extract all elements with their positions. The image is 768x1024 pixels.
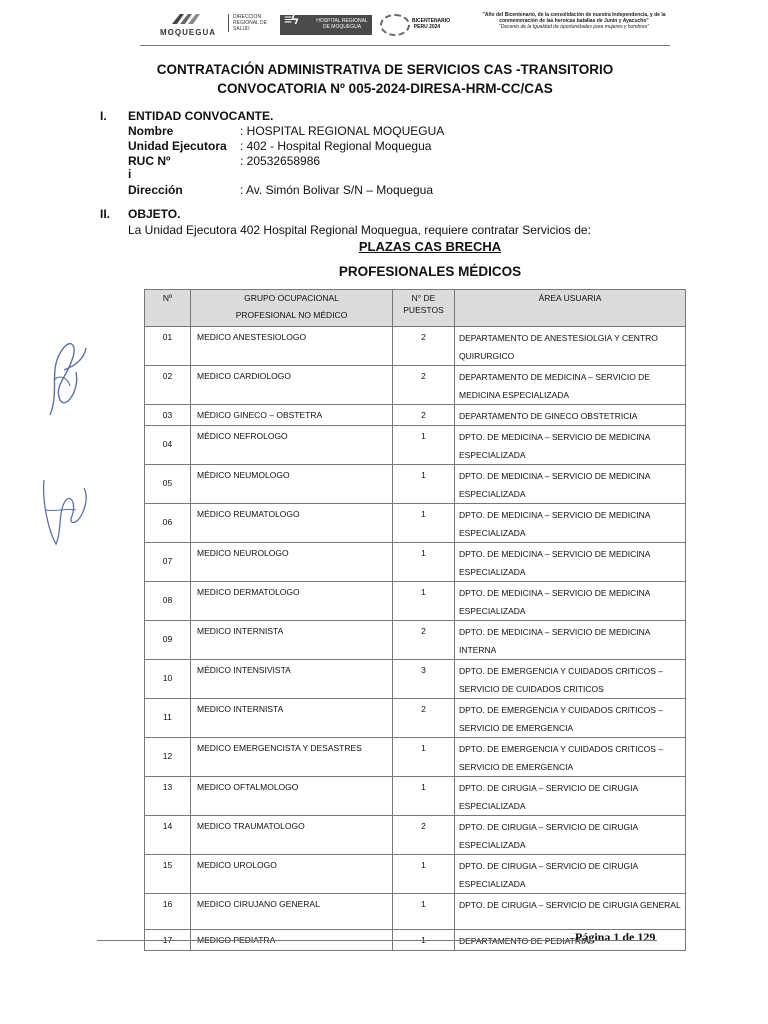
row-puestos: 3 xyxy=(421,665,426,675)
row-grupo-ocupacional-cell xyxy=(191,426,393,465)
row-number: 01 xyxy=(162,332,173,342)
table-header-row xyxy=(145,290,686,327)
row-area-usuaria: DPTO. DE EMERGENCIA Y CUIDADOS CRITICOS – SERVICIO DE EMERGENCIA xyxy=(459,744,664,772)
plazas-table xyxy=(144,289,686,951)
header-puestos-line1: N° DE xyxy=(411,293,436,303)
row-area-usuaria: DPTO. DE MEDICINA – SERVICIO DE MEDICINA ESPECIALIZADA xyxy=(459,549,650,577)
row-number-cell xyxy=(145,504,191,543)
table-row xyxy=(145,699,686,738)
row-number-cell xyxy=(145,621,191,660)
moquegua-logo xyxy=(148,12,226,42)
letterhead xyxy=(140,12,670,42)
row-puestos: 1 xyxy=(421,860,426,870)
section-number: I. xyxy=(100,109,107,123)
row-puestos: 1 xyxy=(421,935,426,945)
row-area-usuaria: DPTO. DE CIRUGIA – SERVICIO DE CIRUGIA ESPECIALIZADA xyxy=(459,783,638,811)
table-row xyxy=(145,405,686,426)
row-puestos-cell xyxy=(393,543,455,582)
handwritten-signature-1 xyxy=(40,330,92,420)
row-number: 04 xyxy=(162,439,173,449)
row-puestos-cell xyxy=(393,426,455,465)
table-row xyxy=(145,582,686,621)
row-puestos: 2 xyxy=(421,410,426,420)
hrm-logo xyxy=(280,11,372,35)
header-num-text: Nº xyxy=(162,293,173,303)
row-grupo-ocupacional-cell xyxy=(191,405,393,426)
header-divider xyxy=(140,45,670,46)
diresa-label: DIRECCION REGIONAL DE SALUD xyxy=(228,14,281,32)
row-area-usuaria-cell xyxy=(455,621,686,660)
section-number: II. xyxy=(100,207,111,221)
row-puestos-cell xyxy=(393,738,455,777)
table-row xyxy=(145,816,686,855)
field-value: : 402 - Hospital Regional Moquegua xyxy=(240,139,432,153)
footer-divider xyxy=(97,940,657,941)
row-grupo-ocupacional: MEDICO TRAUMATOLOGO xyxy=(197,821,305,831)
table-row xyxy=(145,504,686,543)
row-area-usuaria-cell xyxy=(455,465,686,504)
header-grupo xyxy=(191,290,393,327)
row-grupo-ocupacional: MEDICO EMERGENCISTA Y DESASTRES xyxy=(197,743,362,753)
moquegua-logo-text: MOQUEGUA xyxy=(160,28,216,37)
row-number: 05 xyxy=(162,478,173,488)
row-area-usuaria-cell xyxy=(455,582,686,621)
row-grupo-ocupacional-cell xyxy=(191,855,393,894)
row-area-usuaria: DPTO. DE MEDICINA – SERVICIO DE MEDICINA ESPECIALIZADA xyxy=(459,510,650,538)
objeto-text: La Unidad Ejecutora 402 Hospital Regional Moquegua, requiere contratar Servicios de: xyxy=(128,223,591,237)
field-label: RUC Nº xyxy=(128,154,171,168)
page-number: Página 1 de 129 xyxy=(575,930,656,944)
row-area-usuaria-cell xyxy=(455,426,686,465)
row-puestos-cell xyxy=(393,366,455,405)
row-grupo-ocupacional: MEDICO INTERNISTA xyxy=(197,704,284,714)
field-value: : Av. Simón Bolivar S/N – Moquegua xyxy=(240,183,433,197)
header-num xyxy=(145,290,191,327)
row-puestos-cell xyxy=(393,405,455,426)
row-puestos-cell xyxy=(393,621,455,660)
row-number-cell xyxy=(145,894,191,930)
row-grupo-ocupacional: MÉDICO NEUMOLOGO xyxy=(197,470,290,480)
row-puestos-cell xyxy=(393,327,455,366)
row-puestos: 1 xyxy=(421,548,426,558)
row-puestos: 2 xyxy=(421,626,426,636)
row-grupo-ocupacional: MEDICO UROLOGO xyxy=(197,860,277,870)
row-area-usuaria-cell xyxy=(455,816,686,855)
row-grupo-ocupacional-cell xyxy=(191,699,393,738)
row-grupo-ocupacional: MÉDICO GINECO – OBSTETRA xyxy=(197,410,323,420)
table-row xyxy=(145,777,686,816)
row-area-usuaria: DPTO. DE MEDICINA – SERVICIO DE MEDICINA ESPECIALIZADA xyxy=(459,471,650,499)
row-grupo-ocupacional-cell xyxy=(191,582,393,621)
row-number-cell xyxy=(145,738,191,777)
section-label: ENTIDAD CONVOCANTE. xyxy=(128,109,274,123)
row-area-usuaria: DPTO. DE MEDICINA – SERVICIO DE MEDICINA INTERNA xyxy=(459,627,650,655)
table-row xyxy=(145,465,686,504)
row-area-usuaria-cell xyxy=(455,543,686,582)
row-area-usuaria-cell xyxy=(455,504,686,543)
row-grupo-ocupacional: MÉDICO INTENSIVISTA xyxy=(197,665,291,675)
row-number: 02 xyxy=(162,371,173,381)
row-number: 17 xyxy=(162,935,173,945)
row-grupo-ocupacional: MÉDICO NEFROLOGO xyxy=(197,431,288,441)
row-number-cell xyxy=(145,426,191,465)
row-puestos-cell xyxy=(393,660,455,699)
row-area-usuaria: DEPARTAMENTO DE PEDIATRIA xyxy=(459,936,590,946)
field-value: : 20532658986 xyxy=(240,154,321,168)
stray-char-text: i xyxy=(128,167,132,181)
row-number-cell xyxy=(145,699,191,738)
row-number-cell xyxy=(145,582,191,621)
table-row xyxy=(145,894,686,930)
row-number: 07 xyxy=(162,556,173,566)
row-grupo-ocupacional: MEDICO INTERNISTA xyxy=(197,626,284,636)
field-label: Dirección xyxy=(128,183,183,197)
row-number: 16 xyxy=(162,899,173,909)
row-area-usuaria: DPTO. DE EMERGENCIA Y CUIDADOS CRITICOS – SERVICIO DE CUIDADOS CRITICOS xyxy=(459,666,664,694)
row-puestos: 1 xyxy=(421,782,426,792)
row-number: 09 xyxy=(162,634,173,644)
row-number: 12 xyxy=(162,751,173,761)
row-puestos-cell xyxy=(393,855,455,894)
row-grupo-ocupacional: MEDICO CIRUJANO GENERAL xyxy=(197,899,320,909)
row-grupo-ocupacional-cell xyxy=(191,543,393,582)
row-grupo-ocupacional-cell xyxy=(191,465,393,504)
table-row xyxy=(145,327,686,366)
year-motto xyxy=(474,12,674,30)
row-number: 06 xyxy=(162,517,173,527)
field-value: : HOSPITAL REGIONAL MOQUEGUA xyxy=(240,124,445,138)
section-label: OBJETO. xyxy=(128,207,181,221)
row-number: 11 xyxy=(163,712,172,722)
row-grupo-ocupacional: MEDICO DERMATOLOGO xyxy=(197,587,300,597)
row-area-usuaria: DEPARTAMENTO DE ANESTESIOLGIA Y CENTRO QUIRURGICO xyxy=(459,333,658,361)
bicentenario-seal-icon xyxy=(380,14,410,36)
bicentenario-logo xyxy=(378,12,464,38)
row-area-usuaria: DPTO. DE CIRUGIA – SERVICIO DE CIRUGIA ESPECIALIZADA xyxy=(459,822,638,850)
row-area-usuaria: DEPARTAMENTO DE MEDICINA – SERVICIO DE MEDICINA ESPECIALIZADA xyxy=(459,372,650,400)
row-number-cell xyxy=(145,465,191,504)
row-puestos: 2 xyxy=(421,371,426,381)
row-grupo-ocupacional-cell xyxy=(191,777,393,816)
row-puestos: 1 xyxy=(421,587,426,597)
convocatoria-title: CONVOCATORIA Nº 005-2024-DIRESA-HRM-CC/CAS xyxy=(217,81,553,96)
row-area-usuaria-cell xyxy=(455,660,686,699)
row-puestos: 2 xyxy=(421,332,426,342)
row-grupo-ocupacional: MEDICO ANESTESIOLOGO xyxy=(197,332,307,342)
row-number-cell xyxy=(145,543,191,582)
row-area-usuaria-cell xyxy=(455,894,686,930)
row-grupo-ocupacional-cell xyxy=(191,660,393,699)
row-puestos-cell xyxy=(393,465,455,504)
row-number-cell xyxy=(145,327,191,366)
table-row xyxy=(145,366,686,405)
row-number: 03 xyxy=(162,410,173,420)
table-row xyxy=(145,543,686,582)
table-row xyxy=(145,738,686,777)
field-label: Unidad Ejecutora xyxy=(128,139,227,153)
row-number-cell xyxy=(145,777,191,816)
header-puestos-line2: PUESTOS xyxy=(403,305,444,315)
row-number-cell xyxy=(145,366,191,405)
row-puestos: 1 xyxy=(421,743,426,753)
row-grupo-ocupacional-cell xyxy=(191,738,393,777)
row-puestos-cell xyxy=(393,894,455,930)
header-puestos xyxy=(393,290,455,327)
year-motto-main: "Año del Bicentenario, de la consolidación de nuestra Independencia, y de la conmemoración de las heroicas batallas de Junín y Ayacucho" xyxy=(482,12,666,24)
row-grupo-ocupacional: MEDICO CARDIOLOGO xyxy=(197,371,291,381)
row-puestos-cell xyxy=(393,816,455,855)
row-number: 08 xyxy=(162,595,173,605)
row-area-usuaria-cell xyxy=(455,777,686,816)
row-area-usuaria-cell xyxy=(455,738,686,777)
plazas-title xyxy=(100,239,760,254)
row-grupo-ocupacional-cell xyxy=(191,504,393,543)
row-grupo-ocupacional-cell xyxy=(191,894,393,930)
table-row xyxy=(145,660,686,699)
row-puestos: 1 xyxy=(421,470,426,480)
hrm-symbol-icon: ≡ϟ xyxy=(284,11,298,27)
row-puestos: 2 xyxy=(421,821,426,831)
row-puestos-cell xyxy=(393,504,455,543)
row-number: 13 xyxy=(162,782,173,792)
row-number: 10 xyxy=(162,673,173,683)
row-number-cell xyxy=(145,660,191,699)
row-grupo-ocupacional-cell xyxy=(191,621,393,660)
row-puestos: 1 xyxy=(421,509,426,519)
row-number: 15 xyxy=(162,860,173,870)
row-area-usuaria-cell xyxy=(455,327,686,366)
row-number-cell xyxy=(145,855,191,894)
header-area-text: ÁREA USUARIA xyxy=(538,293,602,303)
row-number: 14 xyxy=(162,821,173,831)
moquegua-logo-mark-icon xyxy=(170,12,206,25)
table-row xyxy=(145,621,686,660)
row-puestos-cell xyxy=(393,582,455,621)
header-area xyxy=(455,290,686,327)
row-area-usuaria: DPTO. DE MEDICINA – SERVICIO DE MEDICINA ESPECIALIZADA xyxy=(459,588,650,616)
header-grupo-line2: PROFESIONAL NO MÉDICO xyxy=(235,310,348,320)
row-grupo-ocupacional-cell xyxy=(191,327,393,366)
row-puestos: 2 xyxy=(421,704,426,714)
row-area-usuaria: DPTO. DE CIRUGIA – SERVICIO DE CIRUGIA GENERAL xyxy=(459,900,681,910)
row-number-cell xyxy=(145,405,191,426)
row-area-usuaria-cell xyxy=(455,855,686,894)
row-puestos: 1 xyxy=(421,431,426,441)
profesionales-title: PROFESIONALES MÉDICOS xyxy=(338,264,522,279)
header-grupo-line1: GRUPO OCUPACIONAL xyxy=(244,293,339,303)
row-area-usuaria: DPTO. DE CIRUGIA – SERVICIO DE CIRUGIA ESPECIALIZADA xyxy=(459,861,638,889)
hrm-logo-text: HOSPITAL REGIONAL DE MOQUEGUA xyxy=(316,18,368,30)
row-grupo-ocupacional: MEDICO NEUROLOGO xyxy=(197,548,289,558)
bicentenario-text: BICENTENARIO PERU 2024 xyxy=(412,18,451,30)
row-area-usuaria: DEPARTAMENTO DE GINECO OBSTETRICIA xyxy=(459,411,638,421)
row-puestos-cell xyxy=(393,699,455,738)
field-label: Nombre xyxy=(128,124,174,138)
row-grupo-ocupacional-cell xyxy=(191,366,393,405)
row-grupo-ocupacional-cell xyxy=(191,816,393,855)
row-area-usuaria: DPTO. DE MEDICINA – SERVICIO DE MEDICINA ESPECIALIZADA xyxy=(459,432,650,460)
row-grupo-ocupacional: MEDICO OFTALMOLOGO xyxy=(197,782,299,792)
row-grupo-ocupacional: MÉDICO REUMATOLOGO xyxy=(197,509,300,519)
row-grupo-ocupacional: MEDICO PEDIATRA xyxy=(197,935,276,945)
row-area-usuaria-cell xyxy=(455,366,686,405)
table-row xyxy=(145,426,686,465)
handwritten-signature-2 xyxy=(36,470,92,550)
row-area-usuaria-cell xyxy=(455,699,686,738)
row-puestos: 1 xyxy=(421,899,426,909)
document-title: CONTRATACIÓN ADMINISTRATIVA DE SERVICIOS CAS -TRANSITORIO xyxy=(156,62,614,77)
row-puestos-cell xyxy=(393,777,455,816)
year-motto-sub: "Decenio de la Igualdad de oportunidades para mujeres y hombres" xyxy=(498,24,650,30)
table-row xyxy=(145,855,686,894)
plazas-title-text: PLAZAS CAS BRECHA xyxy=(358,239,502,254)
row-number-cell xyxy=(145,816,191,855)
row-area-usuaria: DPTO. DE EMERGENCIA Y CUIDADOS CRITICOS – SERVICIO DE EMERGENCIA xyxy=(459,705,664,733)
